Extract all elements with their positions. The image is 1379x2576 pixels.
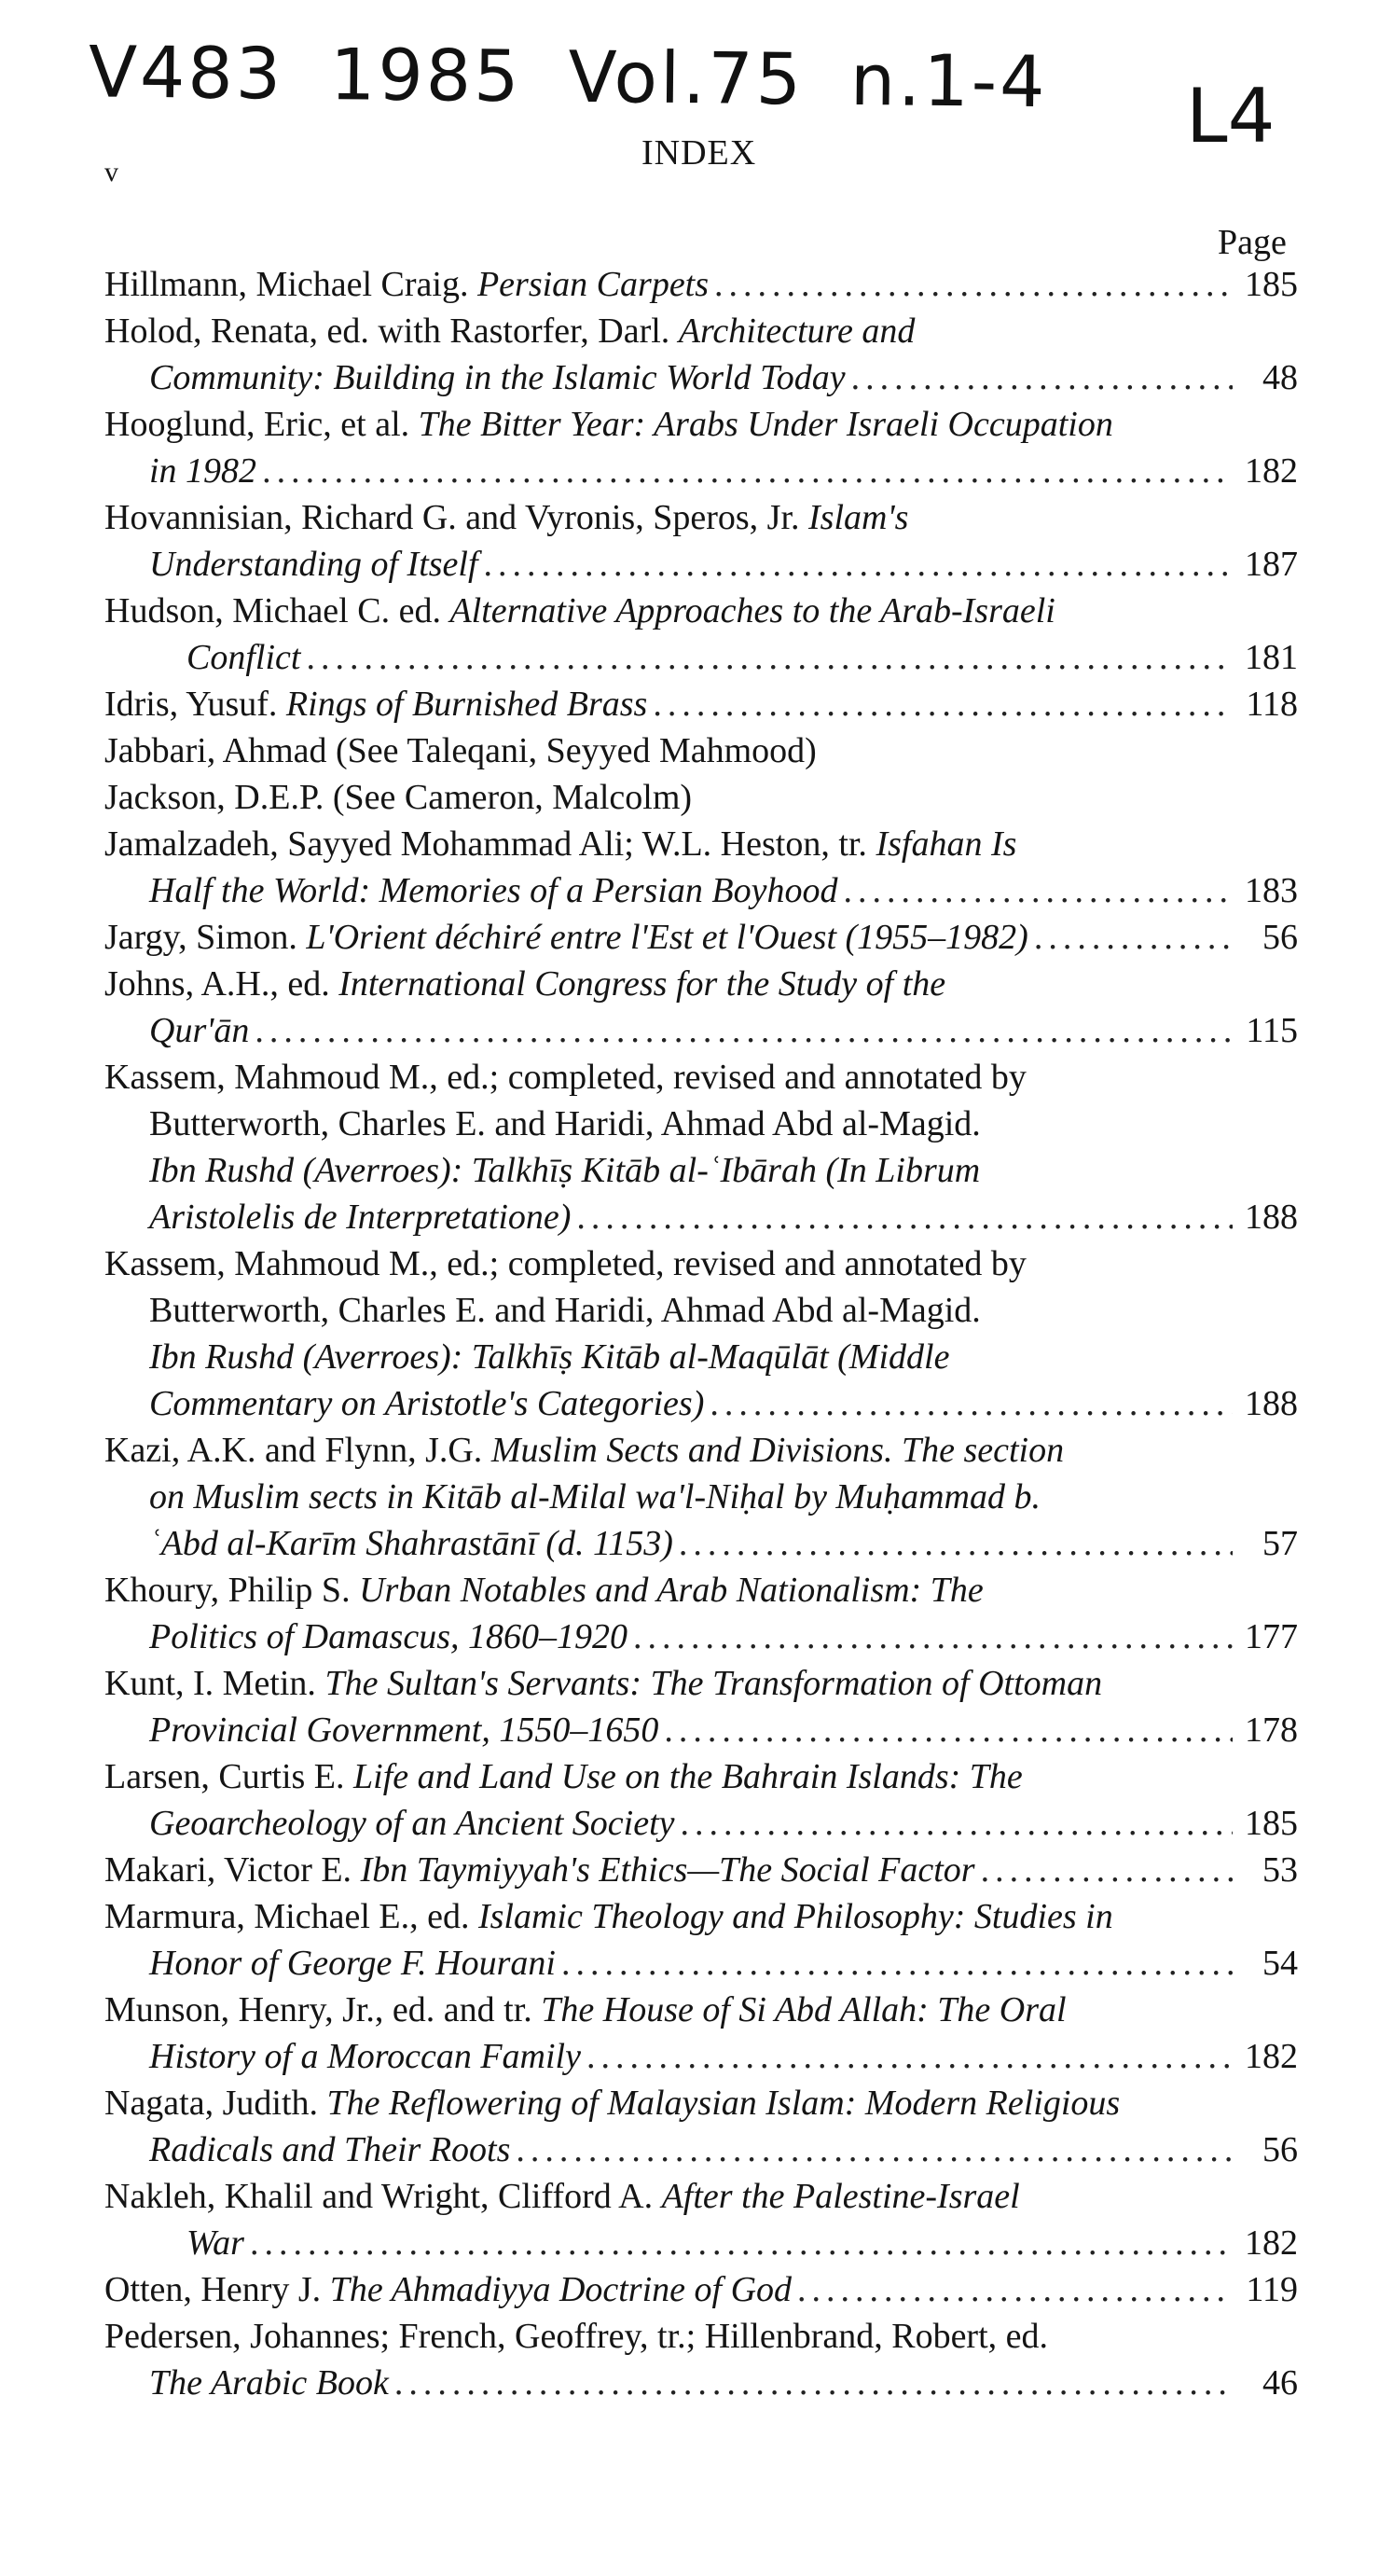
- dot-leader: [394, 2360, 1233, 2406]
- entry-title: Rings of Burnished Brass: [285, 685, 648, 724]
- entry-text: [104, 1847, 975, 1893]
- index-entry: [104, 1660, 1298, 1753]
- entry-title: Muslim Sects and Divisions. The section: [490, 1431, 1065, 1470]
- index-list: [104, 261, 1298, 2406]
- page-number: 118: [1246, 685, 1298, 724]
- entry-author: Holod, Renata, ed. with Rastorfer, Darl.: [104, 312, 679, 351]
- index-line: [104, 308, 1298, 354]
- index-entry: [104, 494, 1298, 588]
- entry-title: Islamic Theology and Philosophy: Studies in: [477, 1897, 1113, 1936]
- index-line: [104, 1334, 1298, 1380]
- index-entry: [104, 2266, 1298, 2313]
- entry-text: [149, 1380, 704, 1427]
- index-line: [104, 1520, 1298, 1567]
- entry-text: [104, 1054, 1027, 1101]
- dot-leader: [710, 1380, 1233, 1427]
- page-number: 56: [1262, 918, 1298, 957]
- entry-author: Makari, Victor E.: [104, 1850, 361, 1890]
- handwritten-token: 1985: [329, 33, 522, 118]
- index-entry: [104, 914, 1298, 961]
- index-line: [104, 1987, 1298, 2033]
- entry-title: Urban Notables and Arab Nationalism: The: [359, 1571, 984, 1610]
- entry-title: Life and Land Use on the Bahrain Islands: The: [353, 1757, 1023, 1796]
- index-line: [104, 774, 1298, 821]
- dot-leader: [484, 541, 1233, 588]
- page-number: 115: [1246, 1011, 1298, 1050]
- entry-text: [149, 1474, 1041, 1520]
- dot-leader: [714, 261, 1233, 308]
- index-entry: [104, 1893, 1298, 1987]
- page-number: 188: [1245, 1198, 1298, 1237]
- page-number: 182: [1245, 451, 1298, 491]
- index-line: [104, 1940, 1298, 1987]
- page-number: 57: [1262, 1524, 1298, 1563]
- entry-author: Butterworth, Charles E. and Haridi, Ahmad Abd al-Magid.: [149, 1291, 981, 1330]
- page-number: 185: [1245, 1804, 1298, 1843]
- index-line: [104, 588, 1298, 634]
- entry-author: Hooglund, Eric, et al.: [104, 405, 419, 444]
- dot-leader: [633, 1613, 1233, 1660]
- page-column-heading: Page: [1218, 223, 1287, 262]
- entry-title: on Muslim sects in Kitāb al-Milal wa'l-Niḥal by Muḥammad b.: [149, 1477, 1041, 1517]
- index-line: [104, 1707, 1298, 1753]
- index-entry: [104, 1427, 1298, 1567]
- entry-title: The Ahmadiyya Doctrine of God: [329, 2270, 793, 2309]
- page-number: 188: [1245, 1384, 1298, 1423]
- page-number: 187: [1245, 545, 1298, 584]
- index-line: [104, 1194, 1298, 1240]
- entry-author: Kazi, A.K. and Flynn, J.G.: [104, 1431, 491, 1470]
- entry-title: Provincial Government, 1550–1650: [149, 1710, 659, 1750]
- page-number: 53: [1262, 1850, 1298, 1890]
- index-entry: [104, 2173, 1298, 2266]
- index-line: [104, 1101, 1298, 1147]
- entry-title: Ibn Taymiyyah's Ethics—The Social Factor: [360, 1850, 975, 1890]
- dot-leader: [681, 1800, 1234, 1847]
- index-entry: [104, 774, 1298, 821]
- dot-leader: [306, 634, 1233, 681]
- index-line: [104, 1567, 1298, 1613]
- entry-text: [104, 961, 945, 1007]
- index-line: [104, 1007, 1298, 1054]
- entry-text: [104, 588, 1055, 634]
- index-entry: [104, 961, 1298, 1054]
- entry-text: [149, 1707, 658, 1753]
- entry-title: Politics of Damascus, 1860–1920: [149, 1617, 627, 1656]
- entry-author: Nakleh, Khalil and Wright, Clifford A.: [104, 2177, 662, 2216]
- entry-title: Radicals and Their Roots: [149, 2130, 511, 2169]
- page-number: 46: [1262, 2363, 1298, 2403]
- index-line: [104, 2360, 1298, 2406]
- page-number: 185: [1245, 265, 1298, 304]
- index-line: [104, 2173, 1298, 2220]
- index-entry: [104, 1987, 1298, 2080]
- index-line: [104, 867, 1298, 914]
- index-line: [104, 961, 1298, 1007]
- page-number: 181: [1245, 638, 1298, 677]
- index-entry: [104, 308, 1298, 401]
- page-number: 182: [1245, 2037, 1298, 2076]
- entry-author: Marmura, Michael E., ed.: [104, 1897, 478, 1936]
- handwritten-token: V483: [88, 30, 284, 116]
- entry-text: [149, 2360, 389, 2406]
- index-line: [104, 1847, 1298, 1893]
- index-line: [104, 1613, 1298, 1660]
- entry-title: History of a Moroccan Family: [149, 2037, 581, 2076]
- entry-text: [104, 1987, 1067, 2033]
- entry-title: Isfahan Is: [876, 824, 1017, 864]
- dot-leader: [1034, 914, 1233, 961]
- entry-text: [104, 2313, 1048, 2360]
- index-entry: [104, 401, 1298, 494]
- entry-text: [104, 401, 1113, 448]
- page-number: 183: [1245, 871, 1298, 910]
- index-entry: [104, 2080, 1298, 2173]
- entry-author: Jackson, D.E.P. (See Cameron, Malcolm): [104, 778, 693, 817]
- entry-text: [149, 867, 837, 914]
- handwritten-token: n.1-4: [849, 37, 1048, 124]
- index-entry: [104, 681, 1298, 727]
- dot-leader: [981, 1847, 1233, 1893]
- entry-title: Islam's: [808, 498, 909, 537]
- entry-text: [149, 1334, 949, 1380]
- index-line: [104, 727, 1298, 774]
- dot-leader: [250, 2220, 1233, 2266]
- entry-title: Geoarcheology of an Ancient Society: [149, 1804, 675, 1843]
- entry-text: [149, 1800, 675, 1847]
- dot-leader: [851, 354, 1233, 401]
- page-number: 54: [1262, 1944, 1298, 1983]
- dot-leader: [679, 1520, 1233, 1567]
- entry-author: Hudson, Michael C. ed.: [104, 591, 450, 630]
- entry-author: Kassem, Mahmoud M., ed.; completed, revised and annotated by: [104, 1058, 1027, 1097]
- index-entry: [104, 821, 1298, 914]
- index-line: [104, 1753, 1298, 1800]
- index-line: [104, 1380, 1298, 1427]
- entry-author: Idris, Yusuf.: [104, 685, 286, 724]
- index-entry: [104, 261, 1298, 308]
- entry-title: Half the World: Memories of a Persian Boyhood: [149, 871, 838, 910]
- entry-text: [104, 494, 908, 541]
- index-line: [104, 354, 1298, 401]
- entry-title: Persian Carpets: [476, 265, 710, 304]
- dot-leader: [586, 2033, 1233, 2080]
- index-line: [104, 2126, 1298, 2173]
- entry-title: Community: Building in the Islamic World Today: [149, 358, 846, 397]
- dot-leader: [516, 2126, 1233, 2173]
- entry-title: Commentary on Aristotle's Categories): [149, 1384, 705, 1423]
- dot-leader: [843, 867, 1233, 914]
- entry-text: [104, 2173, 1020, 2220]
- entry-author: Johns, A.H., ed.: [104, 964, 339, 1004]
- entry-author: Butterworth, Charles E. and Haridi, Ahmad Abd al-Magid.: [149, 1104, 981, 1143]
- entry-text: [104, 1567, 984, 1613]
- page-title: INDEX: [641, 133, 757, 173]
- index-line: [104, 914, 1298, 961]
- entry-title: The Reflowering of Malaysian Islam: Modern Religious: [326, 2084, 1121, 2123]
- index-line: [104, 541, 1298, 588]
- entry-text: [149, 1940, 556, 1987]
- entry-author: Hovannisian, Richard G. and Vyronis, Speros, Jr.: [104, 498, 809, 537]
- entry-text: [104, 2080, 1120, 2126]
- dot-leader: [653, 681, 1233, 727]
- dot-leader: [262, 448, 1233, 494]
- index-line: [104, 494, 1298, 541]
- index-entry: [104, 588, 1298, 681]
- entry-text: [149, 541, 478, 588]
- entry-author: Jamalzadeh, Sayyed Mohammad Ali; W.L. Heston, tr.: [104, 824, 876, 864]
- entry-author: Munson, Henry, Jr., ed. and tr.: [104, 1990, 542, 2029]
- index-line: [104, 2220, 1298, 2266]
- entry-author: Jabbari, Ahmad (See Taleqani, Seyyed Mahmood): [104, 731, 817, 770]
- entry-author: Khoury, Philip S.: [104, 1571, 360, 1610]
- entry-text: [149, 1287, 981, 1334]
- page-number: 178: [1245, 1710, 1298, 1750]
- entry-text: [104, 261, 709, 308]
- entry-title: Conflict: [186, 638, 301, 677]
- entry-text: [149, 1194, 571, 1240]
- index-line: [104, 1054, 1298, 1101]
- index-entry: [104, 2313, 1298, 2406]
- entry-title: Ibn Rushd (Averroes): Talkhīṣ Kitāb al-Maqūlāt (Middle: [149, 1337, 950, 1377]
- entry-text: [149, 354, 846, 401]
- index-line: [104, 634, 1298, 681]
- entry-text: [149, 2126, 510, 2173]
- index-line: [104, 821, 1298, 867]
- index-line: [104, 1240, 1298, 1287]
- page-number: 177: [1245, 1617, 1298, 1656]
- index-line: [104, 1893, 1298, 1940]
- entry-title: The House of Si Abd Allah: The Oral: [541, 1990, 1067, 2029]
- index-line: [104, 1147, 1298, 1194]
- index-line: [104, 1474, 1298, 1520]
- entry-title: The Arabic Book: [149, 2363, 389, 2403]
- entry-title: The Bitter Year: Arabs Under Israeli Occupation: [418, 405, 1113, 444]
- entry-title: The Sultan's Servants: The Transformation of Ottoman: [324, 1664, 1103, 1703]
- dot-leader: [576, 1194, 1233, 1240]
- entry-author: Jargy, Simon.: [104, 918, 307, 957]
- index-line: [104, 2080, 1298, 2126]
- entry-title: International Congress for the Study of the: [338, 964, 946, 1004]
- page-number: 56: [1262, 2130, 1298, 2169]
- entry-title: Ibn Rushd (Averroes): Talkhīṣ Kitāb al-ʿIbārah (In Librum: [149, 1151, 981, 1190]
- entry-text: [104, 1893, 1113, 1940]
- index-line: [104, 401, 1298, 448]
- entry-author: Otten, Henry J.: [104, 2270, 330, 2309]
- handwritten-call-number: [89, 30, 1095, 123]
- entry-text: [104, 1753, 1023, 1800]
- entry-text: [104, 727, 817, 774]
- entry-title: After the Palestine-Israel: [661, 2177, 1020, 2216]
- dot-leader: [664, 1707, 1233, 1753]
- entry-text: [104, 774, 692, 821]
- page-number: 182: [1245, 2223, 1298, 2263]
- index-line: [104, 681, 1298, 727]
- entry-author: Larsen, Curtis E.: [104, 1757, 354, 1796]
- folio-number: v: [104, 157, 118, 187]
- entry-title: Honor of George F. Hourani: [149, 1944, 556, 1983]
- index-line: [104, 2313, 1298, 2360]
- index-line: [104, 448, 1298, 494]
- entry-text: [104, 821, 1016, 867]
- index-entry: [104, 1240, 1298, 1427]
- entry-title: in 1982: [149, 451, 257, 491]
- entry-text: [186, 2220, 244, 2266]
- entry-text: [149, 2033, 581, 2080]
- handwritten-shelf-mark: L4: [1186, 73, 1276, 159]
- entry-title: War: [186, 2223, 244, 2263]
- entry-text: [149, 1007, 249, 1054]
- entry-author: Kassem, Mahmoud M., ed.; completed, revised and annotated by: [104, 1244, 1027, 1283]
- entry-text: [186, 634, 300, 681]
- entry-title: Architecture and: [678, 312, 916, 351]
- index-line: [104, 1287, 1298, 1334]
- index-line: [104, 2033, 1298, 2080]
- entry-title: Qur'ān: [149, 1011, 250, 1050]
- entry-title: Aristolelis de Interpretatione): [149, 1198, 572, 1237]
- index-entry: [104, 727, 1298, 774]
- entry-text: [149, 1613, 627, 1660]
- page-number: 119: [1246, 2270, 1298, 2309]
- entry-author: Kunt, I. Metin.: [104, 1664, 325, 1703]
- entry-text: [149, 1101, 981, 1147]
- index-line: [104, 1800, 1298, 1847]
- dot-leader: [561, 1940, 1233, 1987]
- entry-title: Alternative Approaches to the Arab-Israeli: [449, 591, 1055, 630]
- index-line: [104, 261, 1298, 308]
- index-line: [104, 2266, 1298, 2313]
- entry-title: Understanding of Itself: [149, 545, 478, 584]
- entry-author: Pedersen, Johannes; French, Geoffrey, tr.; Hillenbrand, Robert, ed.: [104, 2317, 1049, 2356]
- index-entry: [104, 1054, 1298, 1240]
- index-line: [104, 1427, 1298, 1474]
- entry-author: Hillmann, Michael Craig.: [104, 265, 477, 304]
- dot-leader: [255, 1007, 1233, 1054]
- dot-leader: [797, 2266, 1233, 2313]
- index-line: [104, 1660, 1298, 1707]
- index-entry: [104, 1847, 1298, 1893]
- entry-text: [149, 1147, 980, 1194]
- entry-text: [149, 448, 256, 494]
- entry-text: [149, 1520, 673, 1567]
- entry-title: ʿAbd al-Karīm Shahrastānī (d. 1153): [149, 1524, 673, 1563]
- entry-title: L'Orient déchiré entre l'Est et l'Ouest (1955–1982): [306, 918, 1028, 957]
- index-entry: [104, 1567, 1298, 1660]
- entry-text: [104, 1660, 1102, 1707]
- entry-text: [104, 1240, 1027, 1287]
- index-entry: [104, 1753, 1298, 1847]
- entry-text: [104, 308, 915, 354]
- entry-text: [104, 681, 647, 727]
- entry-text: [104, 1427, 1064, 1474]
- entry-text: [104, 914, 1028, 961]
- entry-author: Nagata, Judith.: [104, 2084, 327, 2123]
- entry-text: [104, 2266, 792, 2313]
- handwritten-token: Vol.75: [568, 35, 805, 121]
- page-number: 48: [1262, 358, 1298, 397]
